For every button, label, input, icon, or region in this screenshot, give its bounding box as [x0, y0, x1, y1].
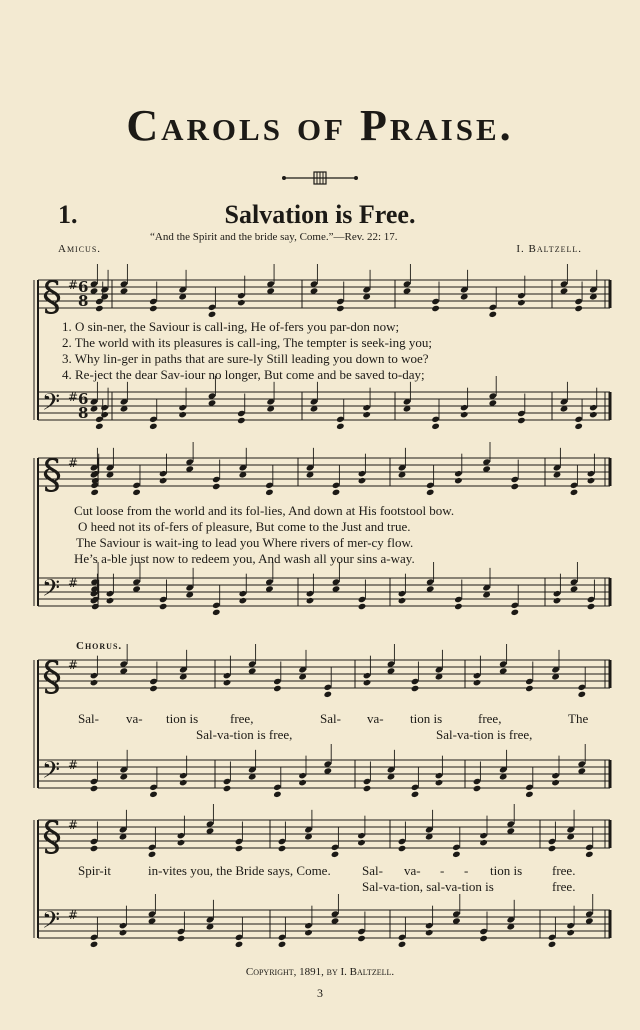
- note-head: [411, 685, 420, 692]
- note-head: [149, 685, 158, 692]
- note-head: [90, 845, 99, 852]
- note-head: [177, 839, 186, 846]
- note-head: [90, 679, 99, 686]
- note-head: [336, 423, 345, 430]
- chorus-word: Sal-: [362, 863, 383, 878]
- note-head: [235, 845, 244, 852]
- time-signature: 6: [78, 390, 89, 408]
- lyric-line: 4. Re-ject the dear Sav-iour no longer, But come and be saved to-day;: [62, 367, 425, 382]
- lyric-line: 1. O sin-ner, the Saviour is call-ing, He of-fers you par-don now;: [62, 319, 400, 334]
- book-title: Carols of Praise.: [126, 101, 514, 150]
- sharp-icon: #: [68, 758, 79, 772]
- chorus-word: free.: [552, 863, 576, 878]
- chorus-word: va-: [126, 711, 143, 726]
- note-head: [479, 839, 488, 846]
- hymn-number: 1.: [58, 200, 78, 229]
- note-head: [589, 411, 598, 418]
- note-head: [357, 935, 366, 942]
- chorus-word: Spir-it: [78, 863, 111, 878]
- note-head: [578, 691, 587, 698]
- note-head: [425, 929, 434, 936]
- note-head: [90, 785, 99, 792]
- note-head: [473, 785, 482, 792]
- lyric-line: 3. Why lin-ger in paths that are sure-ly Still leading you down to woe?: [62, 351, 429, 366]
- note-head: [331, 851, 340, 858]
- note-head: [95, 305, 104, 312]
- note-head: [358, 477, 367, 484]
- treble-clef-icon: §: [42, 274, 62, 320]
- note-head: [431, 423, 440, 430]
- note-head: [511, 483, 520, 490]
- note-head: [517, 417, 526, 424]
- verse-reference: “And the Spirit and the bride say, Come.”—Rev. 22: 17.: [150, 231, 398, 243]
- note-head: [119, 929, 128, 936]
- chorus-word: tion is: [166, 711, 199, 726]
- note-head: [553, 597, 562, 604]
- note-head: [95, 423, 104, 430]
- note-head: [237, 299, 246, 306]
- note-head: [431, 305, 440, 312]
- chorus-word: free,: [478, 711, 502, 726]
- sharp-icon: #: [68, 818, 79, 832]
- note-head: [149, 423, 158, 430]
- note-head: [585, 851, 594, 858]
- note-head: [159, 477, 168, 484]
- page-number: 3: [317, 986, 323, 1000]
- note-head: [298, 779, 307, 786]
- note-head: [363, 679, 372, 686]
- chorus-word: va-: [367, 711, 384, 726]
- note-head: [473, 679, 482, 686]
- sharp-icon: #: [68, 908, 79, 922]
- note-head: [517, 299, 526, 306]
- note-head: [179, 779, 188, 786]
- note-head: [332, 489, 341, 496]
- composer-name: I. Baltzell.: [516, 243, 582, 255]
- note-head: [90, 941, 99, 948]
- chorus-word: Sal-: [320, 711, 341, 726]
- note-head: [574, 423, 583, 430]
- note-head: [566, 929, 575, 936]
- note-head: [548, 941, 557, 948]
- note-head: [570, 489, 579, 496]
- note-head: [278, 845, 287, 852]
- time-signature: 8: [78, 292, 89, 310]
- note-head: [452, 851, 461, 858]
- note-head: [208, 311, 217, 318]
- note-head: [525, 685, 534, 692]
- sharp-icon: #: [68, 658, 79, 672]
- note-head: [489, 311, 498, 318]
- chorus-word: Sal-va-tion is free,: [436, 727, 533, 742]
- hymn-title: Salvation is Free.: [224, 200, 416, 229]
- note-head: [149, 305, 158, 312]
- time-signature: 6: [78, 278, 89, 296]
- chorus-word: va-: [404, 863, 421, 878]
- note-head: [106, 597, 115, 604]
- note-head: [132, 489, 141, 496]
- note-head: [525, 791, 534, 798]
- bass-clef-icon: 𝄢: [42, 388, 61, 421]
- note-head: [278, 941, 287, 948]
- note-head: [435, 779, 444, 786]
- chorus-word: The: [568, 711, 589, 726]
- sharp-icon: #: [68, 456, 79, 470]
- note-head: [398, 597, 407, 604]
- sharp-icon: #: [68, 278, 79, 292]
- note-head: [587, 477, 596, 484]
- treble-clef-icon: §: [42, 654, 62, 700]
- lyric-line: The Saviour is wait-ing to lead you Where rivers of mer-cy flow.: [76, 535, 414, 550]
- chorus-word: Sal-: [78, 711, 99, 726]
- note-head: [398, 845, 407, 852]
- copyright-notice: Copyright, 1891, by I. Baltzell.: [245, 966, 395, 978]
- chorus-word: tion is: [410, 711, 443, 726]
- note-head: [426, 489, 435, 496]
- note-head: [587, 603, 596, 610]
- note-head: [398, 941, 407, 948]
- lyric-line: Cut loose from the world and its fol-lies, And down at His footstool bow.: [74, 503, 455, 518]
- lyric-line: O heed not its of-fers of pleasure, But come to the Just and true.: [78, 519, 411, 534]
- note-head: [265, 489, 274, 496]
- treble-clef-icon: §: [42, 452, 62, 498]
- note-head: [148, 851, 157, 858]
- chorus-word: -: [464, 863, 469, 878]
- note-head: [574, 305, 583, 312]
- note-head: [411, 791, 420, 798]
- note-head: [357, 839, 366, 846]
- note-head: [178, 411, 187, 418]
- lyric-line: He’s a-ble just now to redeem you, And wash all your sins a-way.: [74, 551, 415, 566]
- note-head: [159, 603, 168, 610]
- chorus-label: Chorus.: [76, 640, 123, 652]
- note-head: [548, 845, 557, 852]
- note-head: [551, 779, 560, 786]
- bass-clef-icon: 𝄢: [42, 756, 61, 789]
- note-head: [90, 489, 99, 496]
- note-head: [454, 477, 463, 484]
- note-head: [336, 305, 345, 312]
- note-head: [177, 935, 186, 942]
- note-head: [362, 411, 371, 418]
- note-head: [149, 791, 158, 798]
- note-head: [460, 411, 469, 418]
- note-head: [239, 597, 248, 604]
- note-head: [235, 941, 244, 948]
- note-head: [306, 597, 315, 604]
- tune-name: Amicus.: [58, 243, 102, 255]
- note-head: [212, 483, 221, 490]
- note-head: [273, 685, 282, 692]
- note-head: [511, 609, 520, 616]
- chorus-word: Sal-va-tion is free,: [196, 727, 293, 742]
- note-head: [324, 691, 333, 698]
- chorus-word: -: [440, 863, 445, 878]
- note-head: [237, 417, 246, 424]
- note-head: [223, 679, 232, 686]
- bass-clef-icon: 𝄢: [42, 906, 61, 939]
- note-head: [304, 929, 313, 936]
- note-head: [479, 935, 488, 942]
- chorus-word: in-vites you, the Bride says, Come.: [148, 863, 331, 878]
- chorus-word: tion is: [490, 863, 523, 878]
- note-head: [212, 609, 221, 616]
- bass-clef-icon: 𝄢: [42, 574, 61, 607]
- chorus-word: free,: [230, 711, 254, 726]
- lyric-line: 2. The world with its pleasures is call-ing, The tempter is seek-ing you;: [62, 335, 432, 350]
- note-head: [358, 603, 367, 610]
- sharp-icon: #: [68, 390, 79, 404]
- sharp-icon: #: [68, 576, 79, 590]
- chorus-word: Sal-va-tion, sal-va-tion is: [362, 879, 494, 894]
- note-head: [454, 603, 463, 610]
- treble-clef-icon: §: [42, 814, 62, 860]
- note-head: [273, 791, 282, 798]
- note-head: [223, 785, 232, 792]
- chorus-word: free.: [552, 879, 576, 894]
- note-head: [363, 785, 372, 792]
- time-signature: 8: [78, 404, 89, 422]
